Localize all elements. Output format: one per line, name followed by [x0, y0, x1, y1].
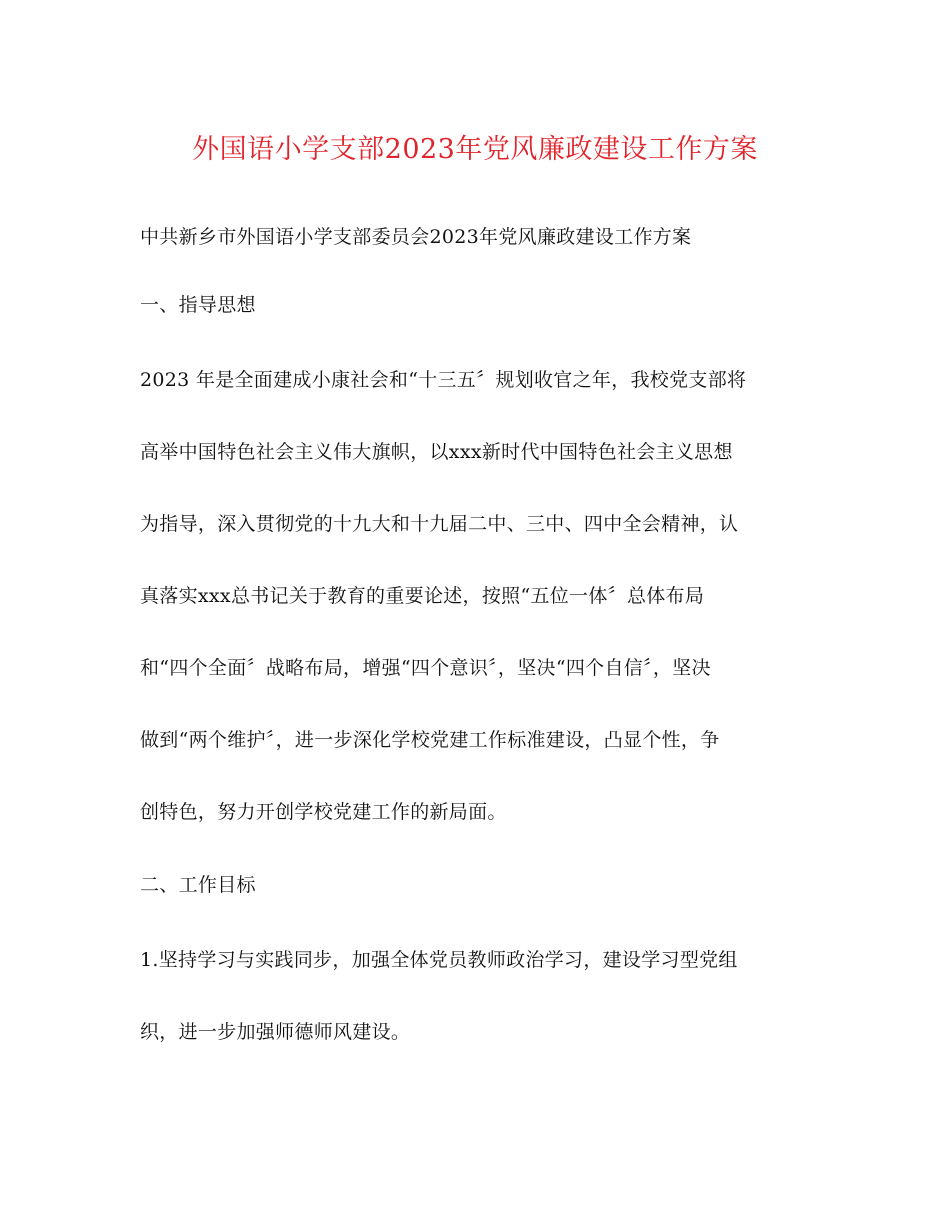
section-heading-guiding-thought: 一、指导思想 — [140, 294, 256, 316]
paragraph-line: 和“四个全面〞战略布局，增强“四个意识〞，坚决“四个自信〞，坚决 — [140, 657, 711, 679]
paragraph-line: 织，进一步加强师德师风建设。 — [140, 1021, 411, 1043]
document-subtitle: 中共新乡市外国语小学支部委员会2023年党风廉政建设工作方案 — [140, 226, 692, 248]
paragraph-line: 真落实xxx总书记关于教育的重要论述，按照“五位一体〞总体布局 — [140, 585, 705, 607]
section-heading-work-goals: 二、工作目标 — [140, 874, 256, 896]
paragraph-line: 为指导，深入贯彻党的十九大和十九届二中、三中、四中全会精神，认 — [140, 513, 739, 535]
paragraph-line: 创特色，努力开创学校党建工作的新局面。 — [140, 801, 507, 823]
paragraph-line: 2023 年是全面建成小康社会和“十三五〞规划收官之年，我校党支部将 — [140, 369, 747, 391]
paragraph-line: 高举中国特色社会主义伟大旗帜，以xxx新时代中国特色社会主义思想 — [140, 441, 733, 463]
paragraph-line: 做到“两个维护〞，进一步深化学校党建工作标准建设，凸显个性，争 — [140, 729, 720, 751]
paragraph-line: 1.坚持学习与实践同步，加强全体党员教师政治学习，建设学习型党组 — [140, 949, 738, 971]
document-title: 外国语小学支部2023年党风廉政建设工作方案 — [192, 134, 758, 165]
